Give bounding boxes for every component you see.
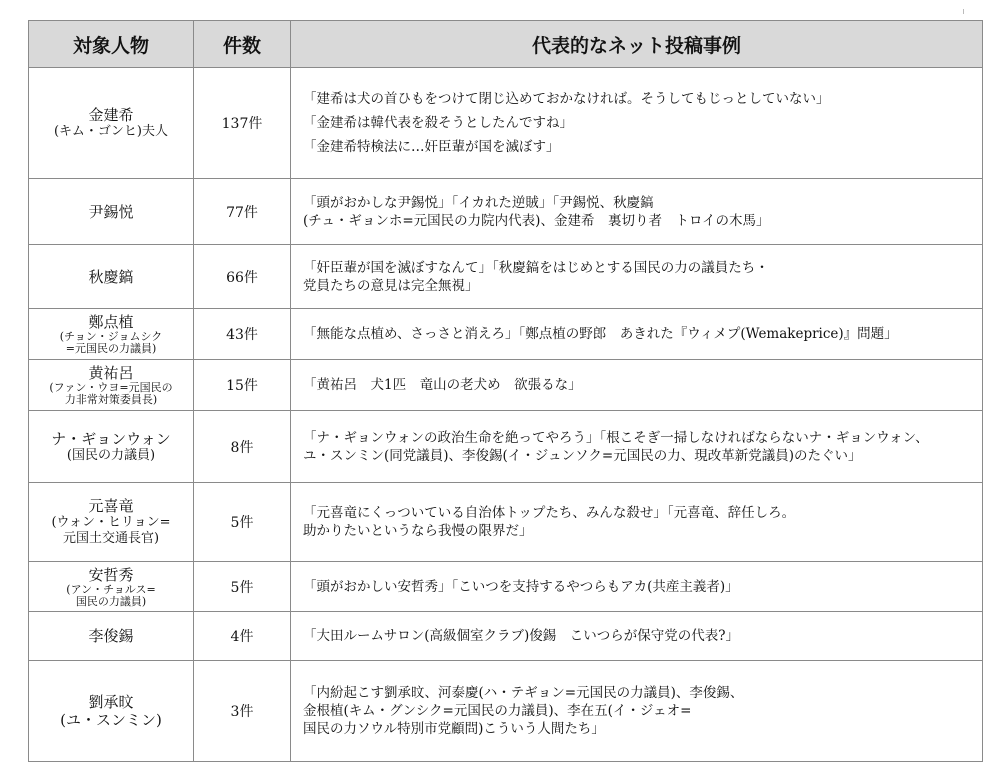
examples-cell (291, 179, 983, 245)
example-line: 「元喜竜にくっついている自治体トップたち、みんな殺せ」「元喜竜、辞任しろ。 (303, 505, 796, 521)
table-row (29, 612, 983, 661)
count-cell: 8件 (194, 411, 291, 483)
person-cell (29, 483, 194, 562)
person-cell (29, 661, 194, 762)
header-row (29, 21, 983, 68)
count-cell: 5件 (194, 562, 291, 612)
person-note: (国民の力議員) (66, 447, 156, 463)
count-cell: 43件 (194, 309, 291, 360)
examples-cell (291, 562, 983, 612)
header-count: 件数 (194, 21, 291, 68)
person-cell (29, 68, 194, 179)
examples-cell (291, 68, 983, 179)
person-name: 秋慶鎬 (88, 267, 134, 286)
person-note: (ウォン・ヒリョン=元国土交通長官) (51, 515, 171, 546)
header-person: 対象人物 (29, 21, 194, 68)
example-line: 「建希は犬の首ひもをつけて閉じ込めておかなければ。そうしてもじっとしていない」 (303, 91, 830, 107)
example-line: 「大田ルームサロン(高級個室クラブ)俊錫 こいつらが保守党の代表?」 (303, 628, 740, 644)
example-line: 助かりたいというなら我慢の限界だ」 (303, 523, 533, 539)
table-row (29, 360, 983, 411)
corner-mark (963, 9, 964, 14)
examples-cell (291, 612, 983, 661)
person-name: 金建希 (88, 106, 134, 124)
person-name: 劉承旼 (88, 693, 134, 711)
table-row (29, 179, 983, 245)
example-line: 党員たちの意見は完全無視」 (303, 277, 479, 294)
person-name: 尹錫悦 (88, 202, 134, 221)
examples-cell (291, 661, 983, 762)
example-line: ユ・スンミン(同党議員)、李俊錫(イ・ジュンソク=元国民の力、現改革新党議員)のたぐい」 (303, 447, 862, 464)
examples-cell (291, 309, 983, 360)
person-cell (29, 179, 194, 245)
header-examples: 代表的なネット投稿事例 (291, 21, 983, 68)
person-name: ナ・ギョンウォン (51, 429, 171, 448)
count-cell: 15件 (194, 360, 291, 411)
table-row (29, 411, 983, 483)
example-line: 「無能な点植め、さっさと消えろ」「鄭点植の野郎 あきれた『ウィメプ(Wemakeprice)』問題」 (303, 326, 898, 342)
person-note: (アン・チョルス=国民の力議員) (66, 582, 156, 608)
person-name: 黄祐呂 (88, 364, 134, 382)
example-line: (チュ・ギョンホ=元国民の力院内代表)、金建希 裏切り者 トロイの木馬」 (303, 212, 770, 229)
example-line: 「ナ・ギョンウォンの政治生命を絶ってやろう」「根こそぎ一掃しなければならないナ・ギョンウォン、 (303, 429, 929, 446)
example-line: 「頭がおかしな尹錫悦」「イカれた逆賊」「尹錫悦、秋慶鎬 (303, 194, 654, 211)
count-cell: 3件 (194, 661, 291, 762)
table-row (29, 483, 983, 562)
table-row (29, 661, 983, 762)
person-note: (キム・ゴンヒ)夫人 (53, 124, 168, 139)
person-name: 安哲秀 (88, 565, 134, 584)
person-note: (ファン・ウヨ=元国民の力非常対策委員長) (49, 381, 173, 406)
person-name: 元喜竜 (88, 497, 134, 515)
person-cell (29, 411, 194, 483)
person-name: 鄭点植 (88, 313, 134, 331)
person-cell (29, 612, 194, 661)
person-note: (チョン・ジョムシク=元国民の力議員) (59, 330, 163, 355)
person-cell (29, 245, 194, 309)
posts-table (28, 20, 983, 762)
example-line: 「頭がおかしい安哲秀」「こいつを支持するやつらもアカ(共産主義者)」 (303, 578, 739, 595)
person-name: 李俊錫 (88, 627, 134, 645)
example-line: 「奸臣輩が国を滅ぼすなんて」「秋慶鎬をはじめとする国民の力の議員たち・ (303, 259, 769, 276)
count-cell: 66件 (194, 245, 291, 309)
count-cell: 5件 (194, 483, 291, 562)
example-line: 「金建希は韓代表を殺そうとしたんですね」 (303, 115, 573, 131)
examples-cell (291, 483, 983, 562)
example-line: 「黄祐呂 犬1匹 竜山の老犬め 欲張るな」 (303, 377, 582, 393)
person-cell (29, 360, 194, 411)
count-cell: 137件 (194, 68, 291, 179)
person-cell (29, 562, 194, 612)
example-line: 国民の力ソウル特別市党顧問)こういう人間たち」 (303, 721, 605, 737)
count-cell: 77件 (194, 179, 291, 245)
count-cell: 4件 (194, 612, 291, 661)
examples-cell (291, 411, 983, 483)
person-note: (ユ・スンミン) (60, 711, 162, 729)
table-row (29, 562, 983, 612)
examples-cell (291, 360, 983, 411)
examples-cell (291, 245, 983, 309)
table-row (29, 245, 983, 309)
person-cell (29, 309, 194, 360)
table-row (29, 309, 983, 360)
table-row (29, 68, 983, 179)
example-line: 「内紛起こす劉承旼、河泰慶(ハ・テギョン=元国民の力議員)、李俊錫、 (303, 685, 744, 701)
example-line: 金根植(キム・グンシク=元国民の力議員)、李在五(イ・ジェオ= (303, 703, 692, 719)
example-line: 「金建希特検法に…奸臣輩が国を滅ぼす」 (303, 139, 560, 155)
